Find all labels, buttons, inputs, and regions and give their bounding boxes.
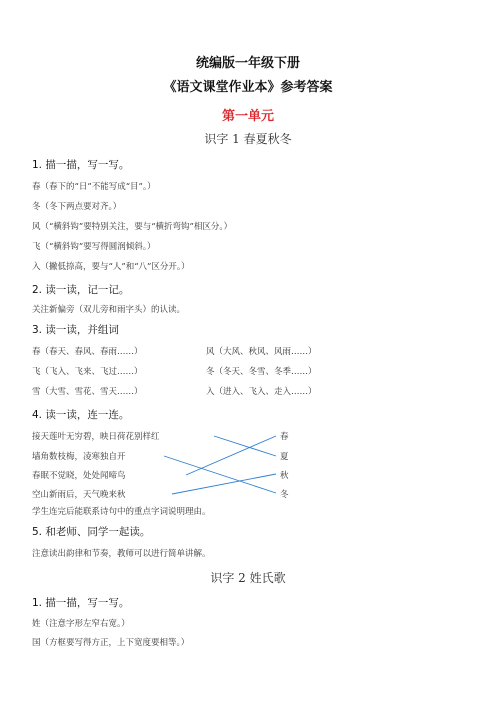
l1-q1-line: 飞（“横斜钩”要写得圆润倾斜。）: [32, 242, 156, 252]
doc-subtitle: 《语文课堂作业本》参考答案: [163, 80, 333, 95]
l1-q3-word: 飞（飞入、飞来、飞过……）: [32, 367, 143, 377]
l1-q1-line: 冬（冬下两点要对齐。）: [32, 202, 122, 212]
season-label: 冬: [280, 490, 289, 500]
season-label: 春: [280, 432, 289, 442]
l1-q1-line: 入（撇低捺高，要与“人”和“八”区分开。）: [32, 262, 190, 272]
l1-q1-line: 风（“横斜钩”要特别关注，要与“横折弯钩”相区分。）: [32, 222, 233, 232]
match-line-2: [164, 456, 276, 493]
l1-q4-label: 4. 读一读，连一连。: [32, 409, 130, 421]
poem-line: 空山新雨后，天气晚来秋: [32, 490, 126, 500]
l1-q4-note: 学生连完后能联系诗句中的重点字词说明理由。: [32, 507, 211, 517]
l1-q3-word: 入（进入、飞入、走入……）: [206, 387, 317, 397]
l1-q5-text: 注意读出韵律和节奏，教师可以进行简单讲解。: [32, 549, 211, 559]
doc-title: 统编版一年级下册: [195, 56, 300, 71]
l1-q3-word: 雪（大雪、雪花、雪天……）: [32, 387, 143, 397]
season-label: 秋: [280, 471, 289, 481]
season-label: 夏: [280, 452, 289, 462]
l1-q2-text: 关注新偏旁（双儿旁和雨字头）的认读。: [32, 305, 186, 315]
l1-q3-word: 风（大风、秋风、风雨……）: [206, 347, 317, 357]
l2-q1-label: 1. 描一描，写一写。: [32, 597, 130, 609]
l2-q1-line: 姓（注意字形左窄右宽。）: [32, 619, 130, 629]
match-line-4: [172, 474, 276, 494]
l1-q3-label: 3. 读一读，并组词: [32, 324, 119, 336]
poem-line: 春眠不觉晓，处处闻啼鸟: [32, 471, 126, 481]
l1-q5-label: 5. 和老师、同学一起读。: [32, 526, 151, 538]
l1-q2-label: 2. 读一读，记一记。: [32, 284, 130, 296]
l1-q1-line: 春（春下的“日”不能写成“目”。）: [32, 182, 156, 192]
lesson-1-title: 识字 1 春夏秋冬: [204, 132, 292, 146]
poem-line: 墙角数枝梅，凌寒独自开: [32, 452, 126, 462]
l1-q1-label: 1. 描一描，写一写。: [32, 159, 130, 171]
unit-heading: 第一单元: [221, 109, 274, 124]
l1-q3-word: 冬（冬天、冬雪、冬季……）: [206, 367, 317, 377]
lesson-2-title: 识字 2 姓氏歌: [210, 571, 286, 585]
l2-q1-line: 国（方框要写得方正，上下宽度要相等。）: [32, 638, 190, 648]
l1-q3-word: 春（春天、春风、春雨……）: [32, 347, 143, 357]
poem-line: 接天莲叶无穷碧，映日荷花别样红: [32, 432, 160, 442]
match-line-1: [214, 436, 276, 456]
